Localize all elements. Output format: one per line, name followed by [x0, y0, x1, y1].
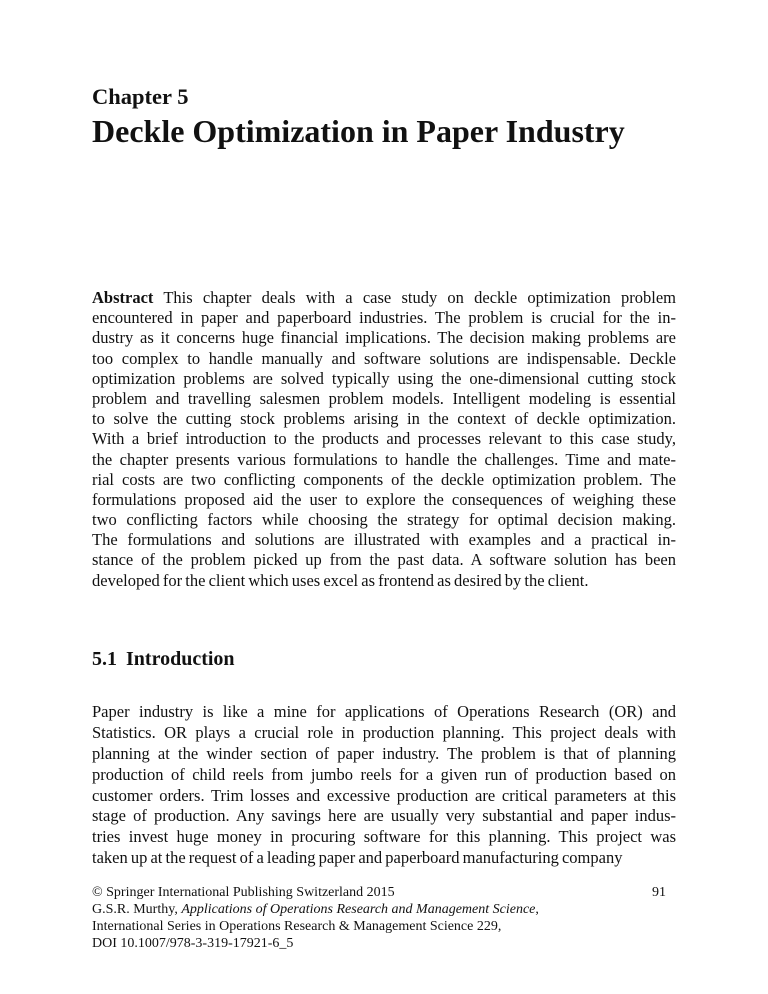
text-line — [92, 827, 676, 848]
text-line — [92, 328, 676, 348]
line-text: two conflicting factors while choosing the strategy for optimal decision making. — [92, 510, 676, 530]
line-text: taken up at the request of a leading paper and paperboard manufacturing company — [92, 848, 623, 868]
line-text: customer orders. Trim losses and excessive production are critical parameters at this — [92, 785, 676, 805]
text-line — [92, 550, 676, 570]
line-text: problem and travelling salesmen problem models. Intelligent modeling is essential — [92, 388, 676, 408]
section-number: 5.1 — [92, 648, 117, 670]
series: International Series in Operations Research & Management Science 229, — [92, 919, 502, 934]
line-text: With a brief introduction to the products and processes relevant to this case study, — [92, 429, 676, 449]
line-text: the chapter presents various formulations to handle the challenges. Time and mate- — [92, 449, 676, 469]
line-text: planning at the winder section of paper industry. The problem is that of planning — [92, 743, 676, 763]
text-line — [92, 389, 676, 409]
author: G.S.R. Murthy, — [92, 902, 182, 917]
page-number: 91 — [652, 885, 666, 900]
text-line — [92, 723, 676, 744]
text-line — [92, 409, 676, 429]
text-line — [92, 571, 676, 591]
text-line — [92, 786, 676, 807]
text-line — [92, 490, 676, 510]
intro-paragraph — [92, 702, 676, 869]
text-line — [92, 288, 676, 308]
text-line — [92, 450, 676, 470]
abstract-label: Abstract — [92, 288, 154, 307]
line-text: Paper industry is like a mine for applications of Operations Research (OR) and — [92, 702, 676, 721]
line-text: encountered in paper and paperboard industries. The problem is crucial for the in- — [92, 308, 676, 328]
copyright: © Springer International Publishing Switzerland 2015 — [92, 885, 395, 900]
text-line — [92, 744, 676, 765]
line-text: Statistics. OR plays a crucial role in production planning. This project deals with — [92, 722, 676, 742]
line-text: The formulations and solutions are illustrated with examples and a practical in- — [92, 530, 676, 550]
citation-punct: , — [535, 902, 539, 917]
line-text: dustry as it concerns huge financial implications. The decision making problems are — [92, 328, 676, 348]
line-text: stage of production. Any savings here are usually very substantial and paper indus- — [92, 806, 676, 826]
text-line — [92, 308, 676, 328]
line-text: stance of the problem picked up from the past data. A software solution has been — [92, 550, 676, 570]
line-text: too complex to handle manually and software solutions are indispensable. Deckle — [92, 348, 676, 368]
text-line — [92, 765, 676, 786]
chapter-label: Chapter 5 — [92, 84, 189, 109]
text-line — [92, 806, 676, 827]
footer — [92, 884, 539, 952]
abstract — [92, 288, 676, 591]
section-heading — [92, 647, 235, 671]
text-line — [92, 369, 676, 389]
citation — [92, 901, 539, 918]
line-text: formulations proposed aid the user to explore the consequences of weighing these — [92, 489, 676, 509]
line-text: to solve the cutting stock problems arising in the context of deckle optimization. — [92, 409, 676, 429]
text-line — [92, 530, 676, 550]
text-line — [92, 848, 676, 869]
line-text: This chapter deals with a case study on deckle optimization problem — [163, 288, 676, 307]
line-text: production of child reels from jumbo reels for a given run of production based on — [92, 764, 676, 784]
line-text: rial costs are two conflicting components of the deckle optimization problem. The — [92, 469, 676, 489]
line-text: optimization problems are solved typically using the one-dimensional cutting stock — [92, 368, 676, 388]
chapter-title: Deckle Optimization in Paper Industry — [92, 113, 625, 149]
book-title: Applications of Operations Research and Management Science — [181, 902, 536, 917]
text-line — [92, 429, 676, 449]
text-line — [92, 470, 676, 490]
doi: DOI 10.1007/978-3-319-17921-6_5 — [92, 936, 294, 951]
line-text: tries invest huge money in procuring software for this planning. This project was — [92, 827, 676, 847]
text-line — [92, 349, 676, 369]
text-line — [92, 702, 676, 723]
section-title: Introduction — [126, 648, 235, 670]
text-line — [92, 510, 676, 530]
line-text: developed for the client which uses excel as frontend as desired by the client. — [92, 570, 589, 590]
